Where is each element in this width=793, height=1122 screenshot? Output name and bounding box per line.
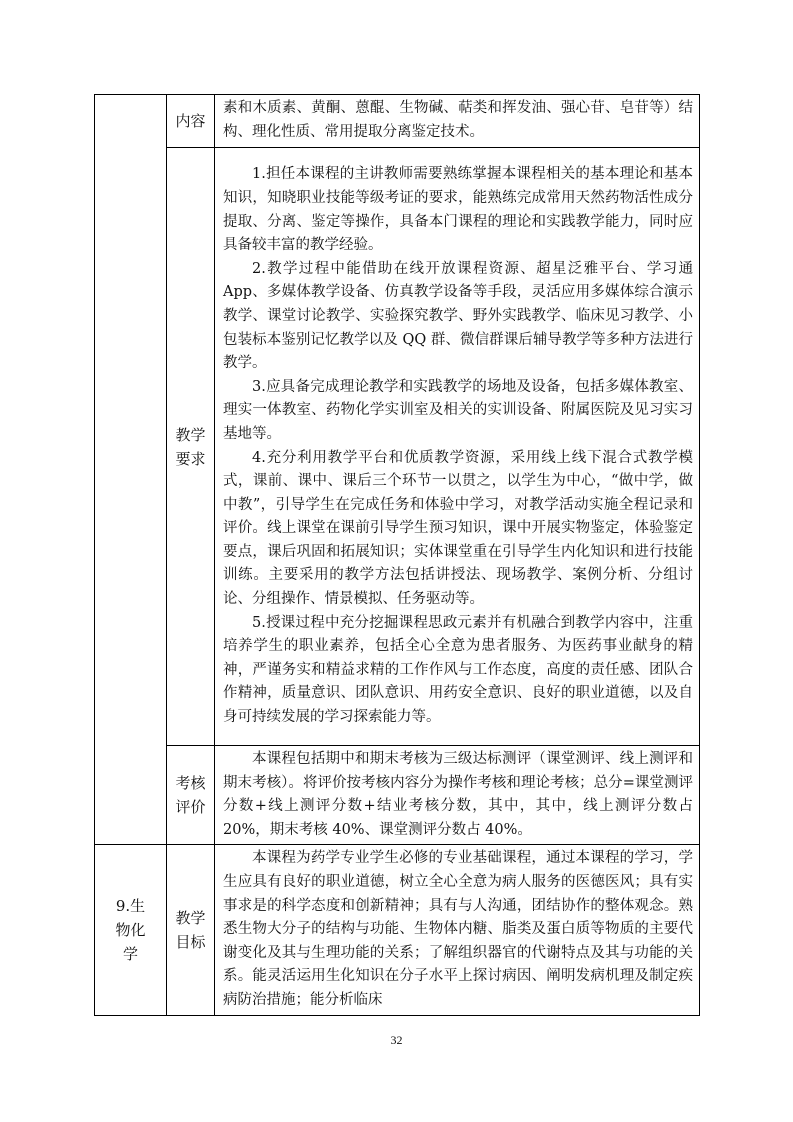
requirement-paragraph: 3.应具备完成理论教学和实践教学的场地及设备，包括多媒体教室、理实一体教室、药物化学实训室及相关的实训设备、附属医院及见习实习基地等。: [223, 378, 693, 442]
assessment-paragraph: 本课程包括期中和期末考核为三级达标测评（课堂测评、线上测评和期末考核）。将评价按考核内容分为操作考核和理论考核；总分=课堂测评分数+线上测评分数+结业考核分数，其中，其中，线上测评分数占 20%，期末考核 40%、课堂测评分数占 40%。: [223, 751, 693, 838]
label-teaching-objectives: [167, 845, 215, 1015]
course-8-name-cell: [95, 95, 167, 845]
assessment-cell: [215, 746, 700, 845]
row-label: 教学要求: [175, 425, 206, 468]
requirement-paragraph: 4.充分利用教学平台和优质教学资源，采用线上线下混合式教学模式，课前、课中、课后三个环节一以贯之，以学生为中心，“做中学，做中教”，引导学生在完成任务和体验中学习，对教学活动实施全程记录和评价。线上课堂在课前引导学生预习知识，课中开展实物鉴定，体验鉴定要点，课后巩固和拓展知识；实体课堂重在引导学生内化知识和进行技能训练。主要采用的教学方法包括讲授法、现场教学、案例分析、分组讨论、分组操作、情景模拟、任务驱动等。: [223, 449, 693, 608]
row-label: 内容: [175, 112, 206, 130]
requirement-paragraph: 1.担任本课程的主讲教师需要熟练掌握本课程相关的基本理论和基本知识，知晓职业技能等级考证的要求，能熟练完成常用天然药物活性成分提取、分离、鉴定等操作，具备本门课程的理论和实践教学能力，同时应具备较丰富的教学经验。: [223, 166, 693, 254]
label-assessment: [167, 746, 215, 845]
objective-paragraph: 本课程为药学专业学生必修的专业基础课程，通过本课程的学习，学生应具有良好的职业道德，树立全心全意为病人服务的医德医风；具有实事求是的科学态度和创新精神；具有与人沟通，团结协作的整体观念。熟悉生物大分子的结构与功能、生物体内糖、脂类及蛋白质等物质的主要代谢变化及其与生理功能的关系；了解组织器官的代谢特点及其与功能的关系。能灵活运用生化知识在分子水平上探讨病因、阐明发病机理及制定疾病防治措施；能分析临床: [223, 850, 693, 1008]
requirement-paragraph: 5.授课过程中充分挖掘课程思政元素并有机融合到教学内容中，注重培养学生的职业素养，包括全心全意为患者服务、为医药事业献身的精神，严谨务实和精益求精的工作作风与工作态度，高度的责任感、团队合作精神，质量意识、团队意识、用药安全意识、良好的职业道德，以及自身可持续发展的学习探索能力等。: [223, 614, 693, 726]
row-label: 考核评价: [175, 774, 206, 817]
requirements-cell: [215, 148, 700, 746]
content-text: 素和木质素、黄酮、蒽醌、生物碱、萜类和挥发油、强心苷、皂苷等）结构、理化性质、常用提取分离鉴定技术。: [223, 100, 693, 140]
content-cell: [215, 95, 700, 148]
requirement-paragraph: 2.教学过程中能借助在线开放课程资源、超星泛雅平台、学习通 App、多媒体教学设备、仿真教学设备等手段，灵活应用多媒体综合演示教学、课堂讨论教学、实验探究教学、野外实践教学、临床见习教学、小包装标本鉴别记忆教学以及 QQ 群、微信群课后辅导教学等多种方法进行教学。: [223, 260, 693, 372]
row-label: 教学目标: [175, 908, 206, 951]
label-content: [167, 95, 215, 148]
curriculum-table: [94, 94, 700, 1016]
page-number: 32: [390, 1033, 403, 1047]
objectives-cell: [215, 845, 700, 1015]
course-name: 9.生物化学: [115, 896, 146, 963]
course-9-name-cell: [95, 845, 167, 1015]
label-teaching-requirements: [167, 148, 215, 746]
